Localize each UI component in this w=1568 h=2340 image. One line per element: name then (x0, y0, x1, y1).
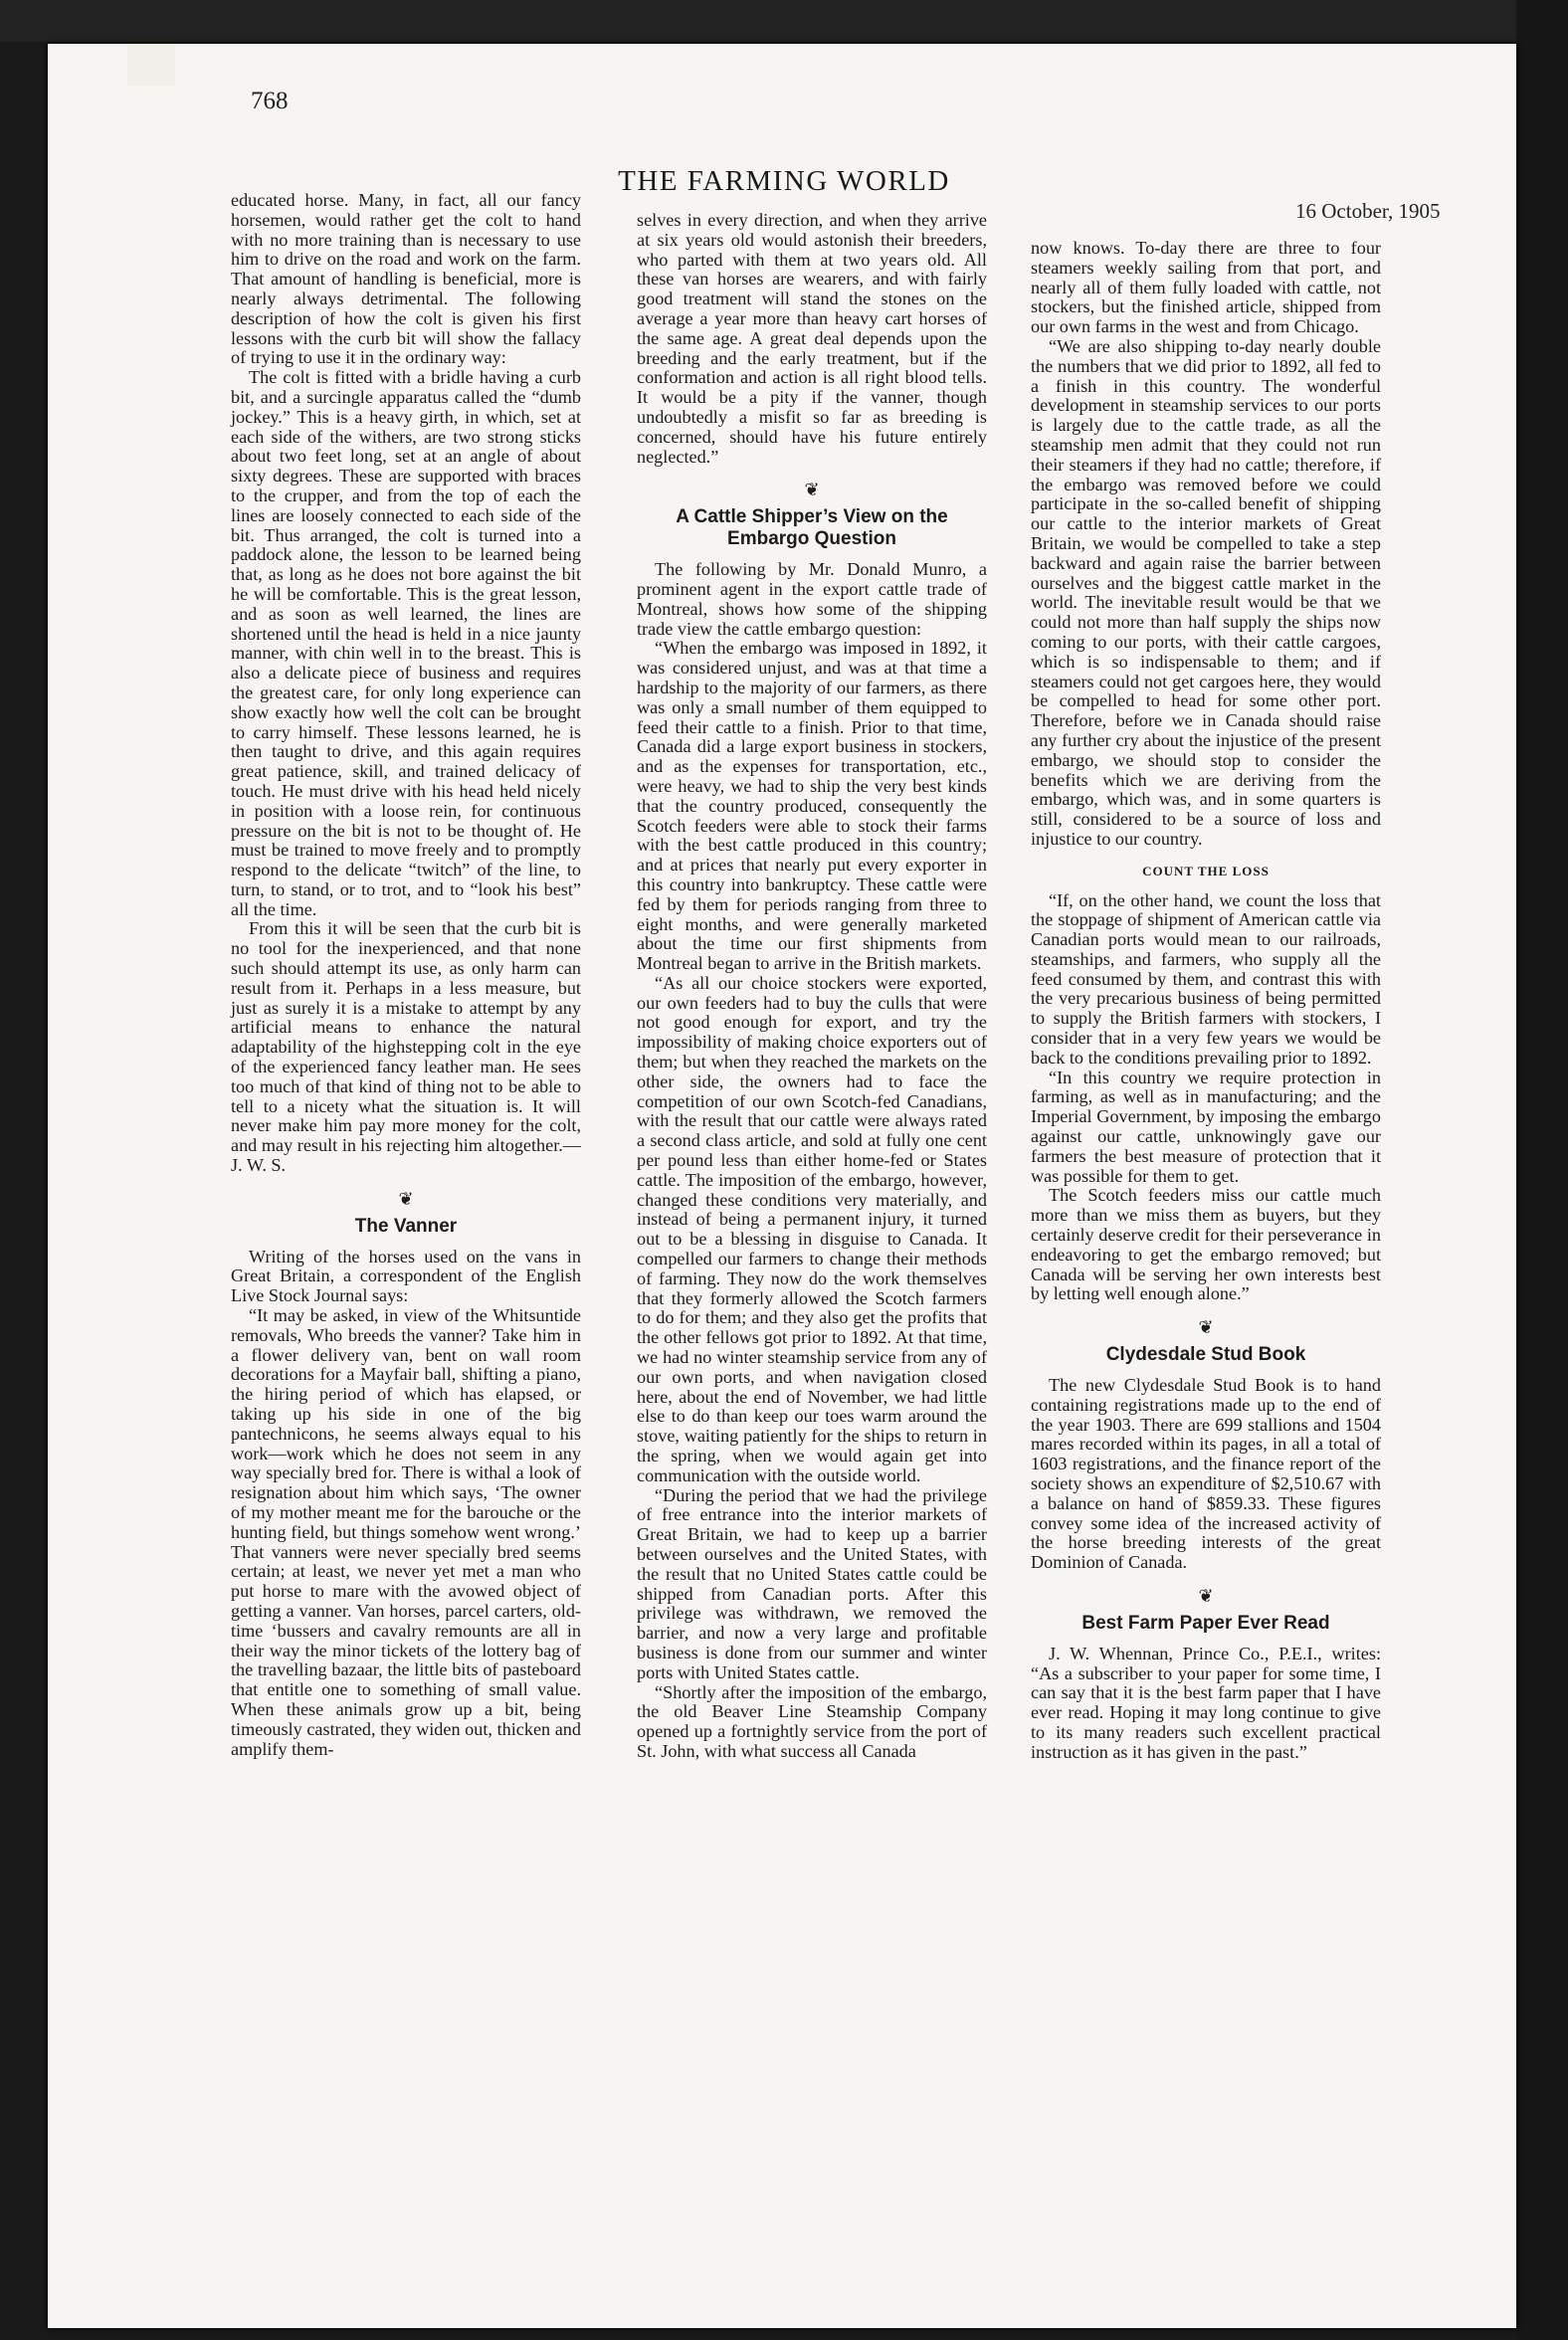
paragraph: educated horse. Many, in fact, all our fancy horsemen, would rather get the colt to hand with no more training than is necessary to use him to drive on the road and work on the farm. That amount of handling is beneficial, more is nearly always detrimental. The following description of how the colt is given his first lessons with the curb bit will show the fallacy of trying to use it in the ordinary way: (231, 190, 581, 368)
section-ornament-icon: ❦ (1198, 1317, 1214, 1338)
article-heading-best-farm-paper: Best Farm Paper Ever Read (1081, 1612, 1330, 1634)
scan-right-edge (1516, 0, 1568, 2340)
paragraph: The colt is fitted with a bridle having a curb bit, and a surcingle apparatus called the “dumb jockey.” This is a heavy girth, in which, set at each side of the withers, are two strong sticks about two feet long, set at an angle of about sixty degrees. These are supported with braces to the crupper, and from the top of each the lines are loosely connected to each side of the bit. Thus arranged, the colt is turned into a paddock alone, the lesson to be learned being that, as long as he does not bore against the bit he will be comfortable. This is the great lesson, and as soon as well learned, the lines are shortened until the head is held in a nice jaunty manner, with chin well in to the breast. This is also a delicate piece of business and requires the greatest care, for only long experience can show exactly how well the colt can be brought to carry himself. These lessons learned, he is then taught to drive, and this again requires great patience, skill, and trained delicacy of touch. He must drive with his head held nicely in position with a loose rein, for continuous pressure on the bit is not to be thought of. He must be trained to move freely and to promptly respond to the delicate “twitch” of the line, to turn, to stand, or to trot, and to “look his best” all the time. (231, 367, 581, 919)
paragraph: “During the period that we had the privilege of free entrance into the interior markets of Great Britain, we had to keep up a barrier between ourselves and the United States, with the result that no United States cattle could be shipped from Canadian ports. After this privilege was withdrawn, we removed the barrier, and now a very large and profitable business is done from our summer and winter ports with United States cattle. (637, 1484, 987, 1682)
issue-date: 16 October, 1905 (1295, 199, 1441, 223)
paragraph: “In this country we require protection in farming, as well as in manufacturing; and the Imperial Government, by imposing the embargo against our cattle, unknowingly gave our farmers the best measure of protection that it was possible for them to get. (1031, 1067, 1381, 1186)
article-heading-clydesdale: Clydesdale Stud Book (1105, 1344, 1306, 1366)
paragraph: The Scotch feeders miss our cattle much more than we miss them as buyers, but they certainly deserve credit for their perseverance in endeavoring to get the embargo removed; but Canada will be serving her own interests best by letting well enough alone.” (1031, 1185, 1381, 1304)
paragraph: J. W. Whennan, Prince Co., P.E.I., writes: “As a subscriber to your paper for some time, I can say that it is the best farm paper that I have ever read. Hoping it may long continue to give to its many readers such excellent practical instruction as it has given in the past.” (1031, 1643, 1381, 1762)
article-heading-vanner: The Vanner (354, 1215, 458, 1237)
paragraph: “Shortly after the imposition of the embargo, the old Beaver Line Steamship Company opened up a fortnightly service from the port of St. John, with what success all Canada (637, 1681, 987, 1761)
paragraph: “If, on the other hand, we count the loss that the stoppage of shipment of American cattle via Canadian ports would mean to our railroads, steamships, and farmers, who supply all the feed consumed by them, and contrast this with the very precarious business of being permitted to supply the British farmers with stockers, I consider that in a very few years we would be back to the conditions prevailing prior to 1892. (1031, 889, 1381, 1068)
paragraph: The following by Mr. Donald Munro, a prominent agent in the export cattle trade of Montreal, shows how some of the shipping trade view the cattle embargo question: (637, 559, 987, 639)
section-ornament-icon: ❦ (398, 1188, 414, 1209)
subheading-count-the-loss: COUNT THE LOSS (1142, 863, 1270, 878)
masthead-title: THE FARMING WORLD (618, 165, 950, 197)
binding-tab (127, 44, 175, 86)
paragraph: “When the embargo was imposed in 1892, it was considered unjust, and was at that time a hardship to the majority of our farmers, as there was only a small number of them equipped to feed their cattle to a finish. Prior to that time, Canada did a large export business in stockers, and as the expenses for transportation, etc., were heavy, we had to ship the very best kinds that the country produced, consequently the Scotch feeders were able to stock their farms with the best cattle produced in this country; and at prices that nearly put every exporter in this country into bankruptcy. These cattle were fed by them for periods ranging from three to eight months, and were generally marketed about the time our first shipments from Montreal began to arrive in the British markets. (637, 638, 987, 974)
paragraph: “It may be asked, in view of the Whitsuntide removals, Who breeds the vanner? Take him in a flower delivery van, bent on wall room decorations for a Mayfair ball, shifting a piano, the hiring period of which has elapsed, or taking up his side in one of the big pantechnicons, he seems always equal to his work—work which he does not seem in any way specially bred for. There is withal a look of resignation about him which says, ‘The owner of my mother meant me for the barouche or the hunting field, but things somehow went wrong.’ That vanners were never specially bred seems certain; at least, we never yet met a man who put horse to mare with the avowed object of getting a vanner. Van horses, parcel carters, old-time ‘bussers and cavalry remounts are all in their way the minor tickets of the lottery bag of the travelling bazaar, the little bits of pasteboard that entitle one to something of small value. When these animals grow up a bit, being timeously castrated, they widen out, thicken and amplify them- (231, 1305, 581, 1759)
scan-top-strip (0, 0, 1568, 42)
paragraph: The new Clydesdale Stud Book is to hand containing registrations made up to the end of the year 1903. There are 699 stallions and 1504 mares recorded within its pages, in all a total of 1603 registrations, and the finance report of the society shows an expenditure of $2,510.67 with a balance on hand of $859.33. These figures convey some idea of the increased activity of the horse breeding interests of the great Dominion of Canada. (1031, 1375, 1381, 1573)
page-number: 768 (251, 88, 289, 114)
column-2 (637, 211, 987, 1762)
article-heading-cattle-shipper: A Cattle Shipper’s View on the Embargo Question (676, 506, 948, 550)
paragraph: “We are also shipping to-day nearly double the numbers that we did prior to 1892, all fed to a finish in this country. The wonderful development in steamship services to our ports is largely due to the cattle trade, as all the steamship men admit that they could not run their steamers if they had no cattle; therefore, if the embargo was removed before we could participate in the so-called benefit of shipping our cattle to the interior markets of Great Britain, we would be compelled to take a step backward and again raise the barrier between ourselves and the biggest cattle market in the world. The inevitable result would be that we could not more than half supply the ships now coming to our ports, with their cattle cargoes, which is so indispensable to them; and if steamers could not get cargoes here, they would be compelled to head for some other port. Therefore, before we in Canada should raise any further cry about the injustice of the present embargo, we should stop to consider the benefits which we are deriving from the embargo, which was, and in some quarters is still, considered to be a source of loss and injustice to our country. (1031, 335, 1381, 849)
section-ornament-icon: ❦ (1198, 1586, 1214, 1606)
paragraph: Writing of the horses used on the vans in Great Britain, a correspondent of the English Live Stock Journal says: (231, 1246, 581, 1306)
section-ornament-icon: ❦ (804, 480, 820, 500)
paragraph: now knows. To-day there are three to four steamers weekly sailing from that port, and nearly all of them fully loaded with cattle, not stockers, but the finished article, shipped from our own farms in the west and from Chicago. (1031, 238, 1381, 337)
paragraph: “As all our choice stockers were exported, our own feeders had to buy the culls that were not good enough for export, and try the impossibility of making choice exporters out of them; but when they reached the markets on the other side, the owners had to face the competition of our own Scotch-fed Canadians, with the result that our cattle were always rated a second class article, and sold at fully one cent per pound less than either home-fed or States cattle. The imposition of the embargo, however, changed these conditions very materially, and instead of being a permanent injury, it turned out to be a blessing in disguise to Canada. It compelled our farmers to change their methods of farming. They now do the work themselves that they formerly allowed the Scotch farmers to do for them; and they also get the profits that the other fellows got prior to 1892. At that time, we had no winter steamship service from any of our own ports, and when navigation closed here, about the end of November, we had little else to do than keep our toes warm around the stove, waiting patiently for the ships to return in the spring, when we would again get into communication with the outside world. (637, 972, 987, 1485)
paragraph: From this it will be seen that the curb bit is no tool for the inexperienced, and that none such should attempt its use, as only harm can result from it. Perhaps in a less measure, but just as surely it is a mistake to attempt by any artificial means to enhance the natural adaptability of the highstepping colt in the eye of the experienced fancy leather man. He sees too much of that kind of thing not to be able to tell to a nicety what the situation is. It will never make him pay more money for the colt, and may result in his rejecting him altogether.—J. W. S. (231, 918, 581, 1176)
column-1 (231, 191, 581, 1759)
column-3 (1031, 239, 1381, 1763)
paragraph: selves in every direction, and when they arrive at six years old would astonish their breeders, who parted with them at two years old. All these van horses are wearers, and with fairly good treatment will stand the stones on the average a year more than heavy cart horses of the same age. A great deal depends upon the breeding and the early treatment, but if the conformation and action is all right blood tells. It would be a pity if the vanner, though undoubtedly a misfit so far as breeding is concerned, should have his future entirely neglected.” (637, 210, 987, 467)
